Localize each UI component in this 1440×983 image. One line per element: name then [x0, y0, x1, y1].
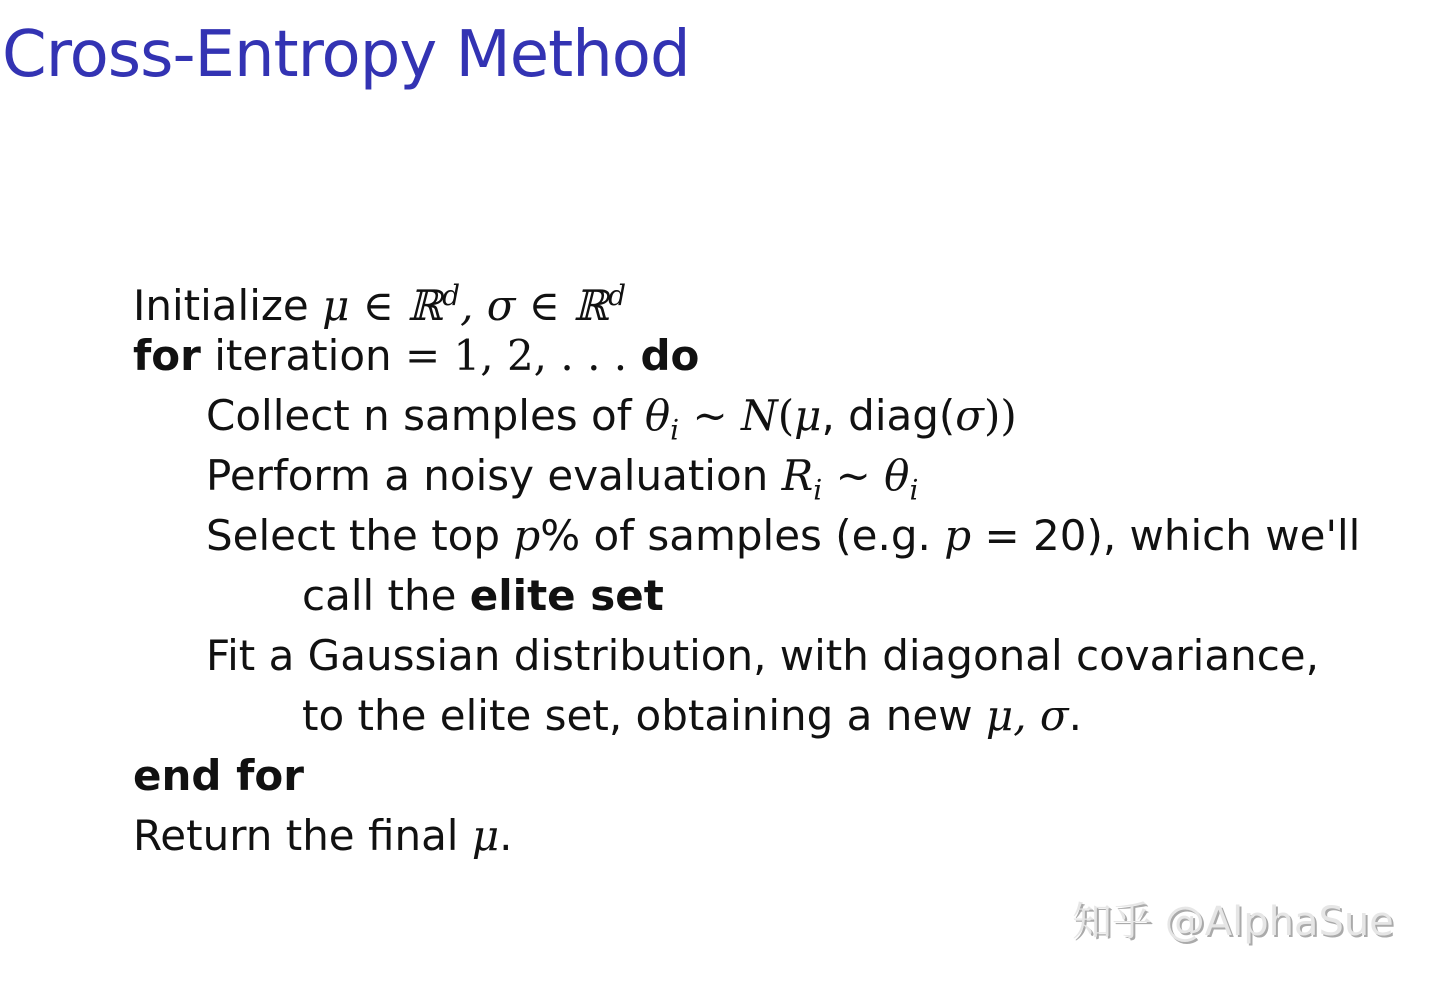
text-segment: = 20), which we'll: [971, 511, 1361, 560]
watermark: 知乎 @AlphaSue: [1072, 899, 1394, 945]
algorithm-line: [133, 806, 1360, 866]
text-segment: % of samples (e.g.: [540, 511, 945, 560]
math-expression: θ: [644, 391, 671, 440]
text-segment: iteration: [200, 331, 405, 380]
math-expression: i: [670, 413, 680, 447]
math-expression: i: [813, 473, 823, 507]
math-expression: R: [781, 451, 814, 500]
keyword: for: [133, 331, 201, 380]
algorithm-line: [133, 266, 1360, 330]
math-expression: μ: [794, 391, 822, 440]
text-segment: Return the final: [133, 811, 472, 860]
math-expression: μ: [471, 811, 500, 860]
math-expression: ∼: [822, 451, 885, 500]
math-expression: μ ∈ ℝ: [322, 281, 443, 330]
algorithm-block: [133, 266, 1360, 866]
text-segment: , diag(: [821, 391, 956, 440]
math-expression: θ: [884, 451, 910, 500]
math-expression: )): [983, 391, 1017, 440]
algorithm-line: [133, 686, 1360, 746]
text-segment: .: [499, 811, 513, 860]
math-expression: i: [909, 473, 919, 507]
algorithm-line: [133, 326, 1360, 386]
algorithm-line: [133, 386, 1360, 446]
math-expression: ∼: [679, 391, 742, 440]
math-expression: N: [741, 391, 778, 440]
keyword: elite set: [469, 571, 664, 620]
math-expression: σ: [955, 391, 984, 440]
math-expression: = 1, 2, . . .: [404, 331, 641, 380]
keyword: end for: [133, 751, 304, 800]
math-expression: p: [944, 511, 972, 560]
math-expression: d: [608, 279, 627, 312]
math-expression: μ, σ: [985, 691, 1069, 740]
math-expression: (: [777, 391, 795, 440]
text-segment: Perform a noisy evaluation: [206, 451, 782, 500]
slide-title: Cross-Entropy Method: [2, 18, 690, 92]
math-expression: , σ ∈ ℝ: [460, 281, 609, 330]
keyword: do: [640, 331, 700, 380]
algorithm-line: [133, 566, 1360, 626]
text-segment: Initialize: [133, 281, 323, 330]
text-segment: Select the top: [206, 511, 514, 560]
math-expression: p: [513, 511, 541, 560]
algorithm-line: [133, 446, 1360, 506]
algorithm-line: [133, 506, 1360, 566]
algorithm-line: [133, 626, 1360, 686]
text-segment: Collect n samples of: [206, 391, 645, 440]
algorithm-line: [133, 746, 1360, 806]
text-segment: .: [1068, 691, 1082, 740]
text-segment: call the: [302, 571, 470, 620]
text-segment: to the elite set, obtaining a new: [302, 691, 986, 740]
text-segment: Fit a Gaussian distribution, with diagonal covariance,: [206, 631, 1319, 680]
math-expression: d: [442, 279, 461, 312]
